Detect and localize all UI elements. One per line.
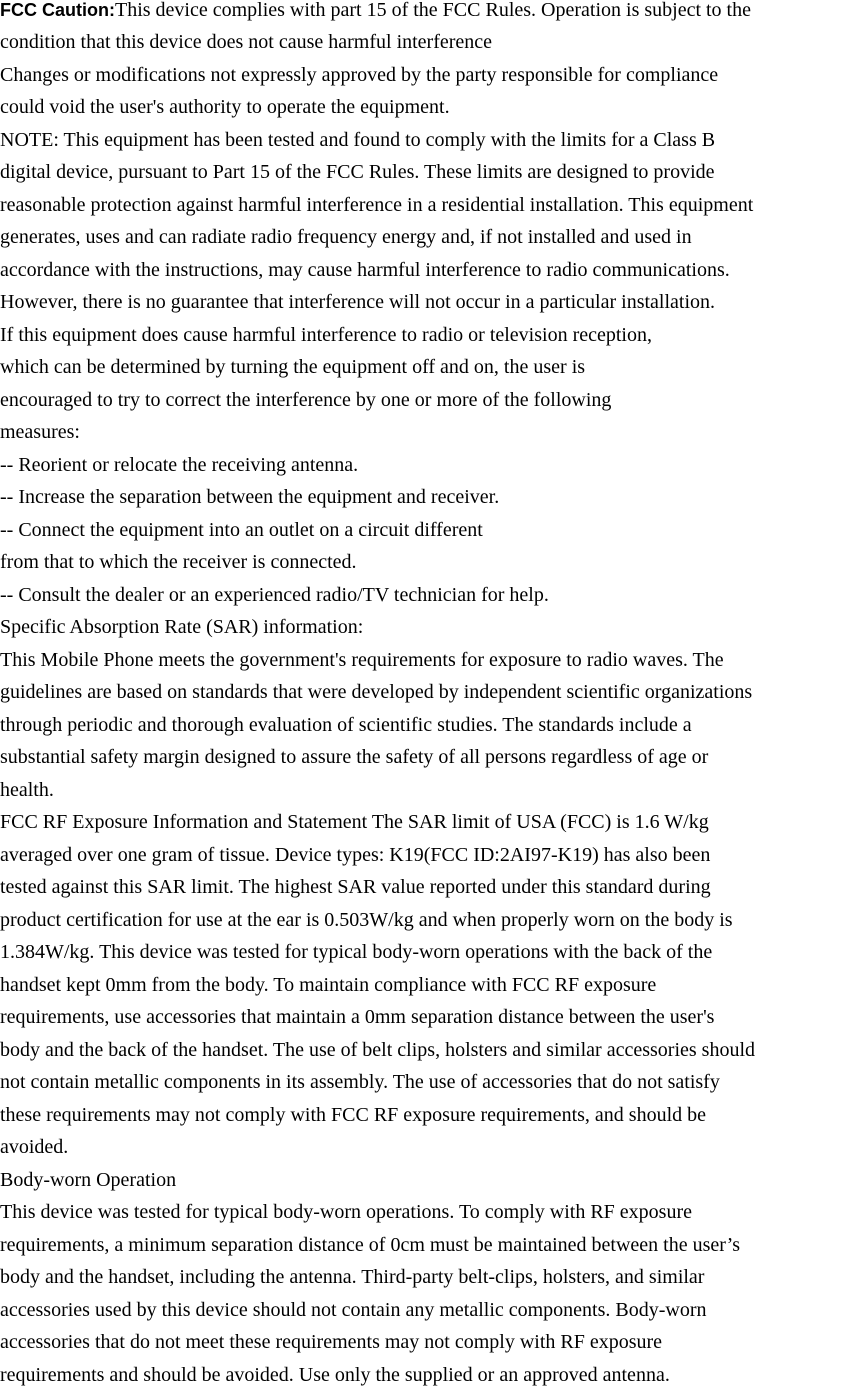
note-line: accordance with the instructions, may cause harmful interference to radio communications. bbox=[0, 259, 730, 281]
rf-exposure-line: FCC RF Exposure Information and Statement The SAR limit of USA (FCC) is 1.6 W/kg bbox=[0, 811, 709, 833]
body-worn-line: accessories used by this device should not contain any metallic components. Body-worn bbox=[0, 1299, 707, 1321]
measure-item: -- Increase the separation between the equipment and receiver. bbox=[0, 486, 500, 508]
note-line: digital device, pursuant to Part 15 of the FCC Rules. These limits are designed to provide bbox=[0, 161, 715, 183]
rf-exposure-line: these requirements may not comply with FCC RF exposure requirements, and should be bbox=[0, 1104, 706, 1126]
rf-exposure-line: handset kept 0mm from the body. To maintain compliance with FCC RF exposure bbox=[0, 974, 657, 996]
changes-line-1: Changes or modifications not expressly approved by the party responsible for compliance bbox=[0, 64, 719, 86]
sar-line: health. bbox=[0, 779, 54, 801]
note-line: If this equipment does cause harmful interference to radio or television reception, bbox=[0, 324, 652, 346]
sar-heading: Specific Absorption Rate (SAR) information: bbox=[0, 616, 364, 638]
measure-item: -- Connect the equipment into an outlet on a circuit different bbox=[0, 519, 483, 541]
rf-exposure-line: requirements, use accessories that maintain a 0mm separation distance between the user's bbox=[0, 1006, 715, 1028]
note-line: generates, uses and can radiate radio frequency energy and, if not installed and used in bbox=[0, 226, 692, 248]
note-line: However, there is no guarantee that interference will not occur in a particular installation. bbox=[0, 291, 716, 313]
rf-exposure-line: not contain metallic components in its assembly. The use of accessories that do not satisfy bbox=[0, 1071, 720, 1093]
body-worn-line: requirements, a minimum separation distance of 0cm must be maintained between the user’s bbox=[0, 1234, 740, 1256]
note-line: NOTE: This equipment has been tested and found to comply with the limits for a Class B bbox=[0, 129, 716, 151]
sar-line: This Mobile Phone meets the government's requirements for exposure to radio waves. The bbox=[0, 649, 724, 671]
body-worn-heading: Body-worn Operation bbox=[0, 1169, 177, 1191]
measure-item: -- Consult the dealer or an experienced radio/TV technician for help. bbox=[0, 584, 549, 606]
body-worn-line: accessories that do not meet these requirements may not comply with RF exposure bbox=[0, 1331, 663, 1353]
fcc-caution-line-1 bbox=[0, 0, 751, 24]
fcc-caution-label: FCC Caution: bbox=[0, 0, 115, 20]
fcc-caution-text: This device complies with part 15 of the FCC Rules. Operation is subject to the bbox=[114, 0, 751, 21]
note-line: which can be determined by turning the equipment off and on, the user is bbox=[0, 356, 586, 378]
note-line: encouraged to try to correct the interference by one or more of the following bbox=[0, 389, 612, 411]
rf-exposure-line: avoided. bbox=[0, 1136, 69, 1158]
sar-line: through periodic and thorough evaluation of scientific studies. The standards include a bbox=[0, 714, 692, 736]
changes-line-2: could void the user's authority to operate the equipment. bbox=[0, 96, 450, 118]
rf-exposure-line: product certification for use at the ear is 0.503W/kg and when properly worn on the body is bbox=[0, 909, 733, 931]
measure-item: from that to which the receiver is connected. bbox=[0, 551, 357, 573]
body-worn-line: This device was tested for typical body-worn operations. To comply with RF exposure bbox=[0, 1201, 692, 1223]
rf-exposure-line: body and the back of the handset. The use of belt clips, holsters and similar accessories should bbox=[0, 1039, 755, 1061]
rf-exposure-line: averaged over one gram of tissue. Device types: K19(FCC ID:2AI97-K19) has also been bbox=[0, 844, 711, 866]
rf-exposure-line: tested against this SAR limit. The highest SAR value reported under this standard during bbox=[0, 876, 711, 898]
note-line: reasonable protection against harmful interference in a residential installation. This equipment bbox=[0, 194, 754, 216]
measure-item: -- Reorient or relocate the receiving antenna. bbox=[0, 454, 359, 476]
rf-exposure-line: 1.384W/kg. This device was tested for typical body-worn operations with the back of the bbox=[0, 941, 713, 963]
sar-line: substantial safety margin designed to assure the safety of all persons regardless of age or bbox=[0, 746, 709, 768]
body-worn-line: requirements and should be avoided. Use only the supplied or an approved antenna. bbox=[0, 1364, 670, 1386]
note-line: measures: bbox=[0, 421, 80, 443]
body-worn-line: body and the handset, including the antenna. Third-party belt-clips, holsters, and similar bbox=[0, 1266, 705, 1288]
sar-line: guidelines are based on standards that were developed by independent scientific organizations bbox=[0, 681, 753, 703]
fcc-caution-line-2: condition that this device does not cause harmful interference bbox=[0, 31, 493, 53]
